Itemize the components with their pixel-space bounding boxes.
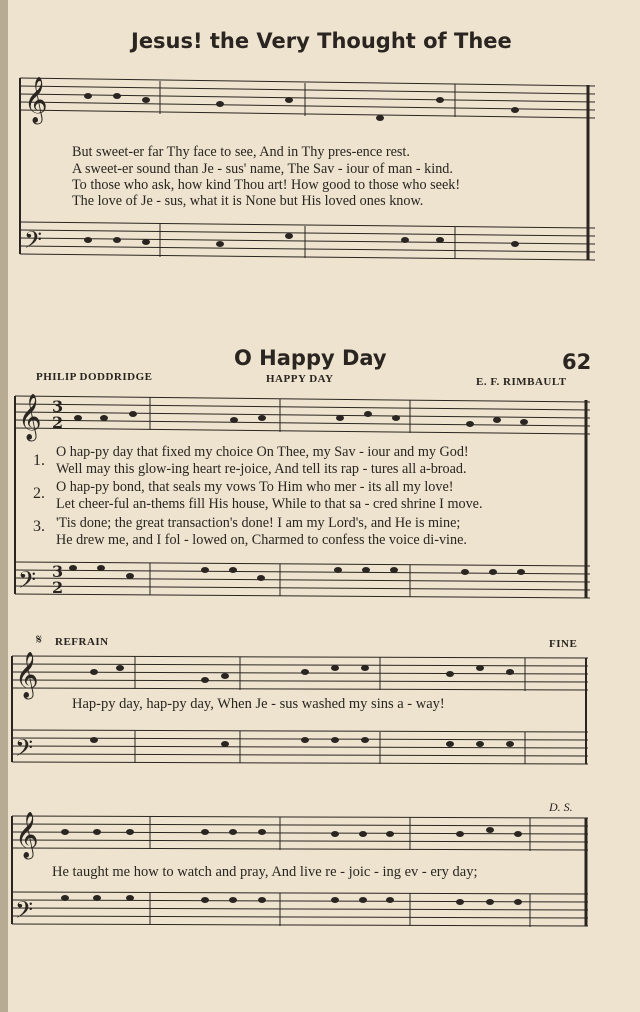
segno-icon: 𝄋 (36, 632, 43, 648)
verse-number: 3. (33, 518, 45, 535)
svg-text:2: 2 (52, 413, 64, 432)
verse-line: But sweet-er far Thy face to see, And in Thy pres-ence rest. (72, 144, 410, 160)
svg-text:𝄞: 𝄞 (15, 652, 39, 698)
fine-label: FINE (549, 638, 578, 650)
verse-number: 2. (33, 485, 45, 502)
verse-line: Well may this glow-ing heart re-joice, And tell its rap - tures all a-broad. (56, 461, 467, 477)
svg-text:𝄞: 𝄞 (18, 394, 42, 440)
svg-text:2: 2 (52, 578, 64, 597)
verse-line: The love of Je - sus, what it is None but His loved ones know. (72, 193, 424, 209)
verse-line: He drew me, and I fol - lowed on, Charmed to confess the voice di-vine. (56, 532, 467, 548)
hymn-number: 62 (562, 350, 592, 374)
verse-line: O hap-py day that fixed my choice On Thee, my Sav - iour and my God! (56, 444, 469, 460)
svg-text:𝄢: 𝄢 (15, 734, 34, 767)
svg-text:𝄢: 𝄢 (24, 226, 43, 259)
verse-line: A sweet-er sound than Je - sus' name, The Sav - iour of man - kind. (72, 161, 453, 177)
verse-line: Let cheer-ful an-thems fill His house, While to that sa - cred shrine I move. (56, 496, 483, 512)
svg-text:𝄞: 𝄞 (15, 812, 39, 858)
hymn-main-title: O Happy Day (234, 346, 387, 370)
staff-top-bass (20, 222, 595, 260)
verse-line: To those who ask, how kind Thou art! How good to those who seek! (72, 177, 461, 193)
final-lyric: He taught me how to watch and pray, And live re - joic - ing ev - ery day; (52, 864, 478, 880)
refrain-lyric: Hap-py day, hap-py day, When Je - sus washed my sins a - way! (72, 696, 445, 712)
staff-top-treble (20, 78, 595, 118)
svg-text:𝄞: 𝄞 (24, 77, 48, 123)
hymn-tune: HAPPY DAY (266, 373, 334, 385)
svg-text:3: 3 (52, 397, 64, 416)
hymn-author: PHILIP DODDRIDGE (36, 371, 153, 383)
staff-main-treble (15, 396, 590, 434)
svg-text:𝄢: 𝄢 (15, 896, 34, 929)
refrain-label: REFRAIN (55, 636, 109, 648)
verse-line: O hap-py bond, that seals my vows To Him who mer - its all my love! (56, 479, 454, 495)
staff-refrain-treble (12, 656, 588, 690)
svg-text:3: 3 (52, 562, 64, 581)
verse-line: 'Tis done; the great transaction's done! I am my Lord's, and He is mine; (56, 515, 461, 531)
verse-number: 1. (33, 452, 45, 469)
ds-label: D. S. (549, 800, 573, 814)
hymn-composer: E. F. RIMBAULT (476, 376, 567, 388)
staff-refrain-bass (12, 730, 588, 764)
svg-text:𝄢: 𝄢 (18, 566, 37, 599)
hymn-top-title: Jesus! the Very Thought of Thee (131, 29, 512, 53)
